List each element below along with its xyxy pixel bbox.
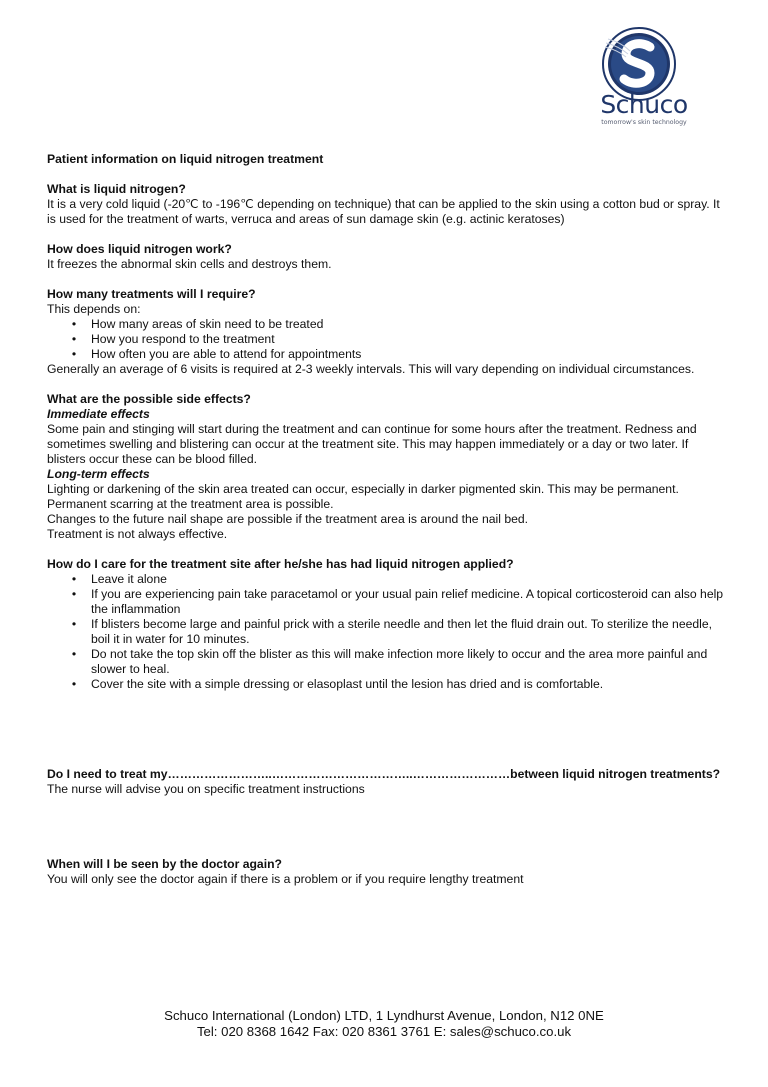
longterm-line: Lighting or darkening of the skin area treated can occur, especially in darker pigmented skin. This may be permanent. bbox=[47, 482, 679, 496]
bullet-icon: • bbox=[71, 647, 77, 661]
list-item: • If blisters become large and painful prick with a sterile needle and then let the fluid drain out. To sterilize the needle, boil it in water for 10 minutes. bbox=[47, 617, 727, 647]
bullet-icon: • bbox=[71, 587, 77, 601]
care-list bbox=[47, 572, 727, 692]
heading-doctor: When will I be seen by the doctor again? bbox=[47, 857, 282, 871]
list-item: • Leave it alone bbox=[47, 572, 727, 587]
list-item: • How many areas of skin need to be treated bbox=[47, 317, 727, 332]
bullet-icon: • bbox=[71, 572, 77, 586]
list-item: • How you respond to the treatment bbox=[47, 332, 727, 347]
longterm-line: Treatment is not always effective. bbox=[47, 527, 228, 541]
heading-how-work: How does liquid nitrogen work? bbox=[47, 242, 232, 256]
list-item: • Do not take the top skin off the blister as this will make infection more likely to occur and the area more painful and slower to heal. bbox=[47, 647, 727, 677]
bullet-icon: • bbox=[71, 317, 77, 331]
document-body bbox=[47, 152, 727, 887]
list-item: • How often you are able to attend for appointments bbox=[47, 347, 727, 362]
footer-contact: Tel: 020 8368 1642 Fax: 020 8361 3761 E: sales@schuco.co.uk bbox=[196, 1024, 572, 1039]
paragraph-immediate-effects: Some pain and stinging will start during the treatment and can continue for some hours after the treatment. Redness and sometimes swelling and blistering can occur at the treatment site. This may happen immediately or a day or two later. If blisters occur these can be blood filled. bbox=[47, 422, 697, 466]
longterm-line: Permanent scarring at the treatment area is possible. bbox=[47, 497, 334, 511]
list-item: • If you are experiencing pain take paracetamol or your usual pain relief medicine. A topical corticosteroid can also help the inflammation bbox=[47, 587, 727, 617]
treatments-list bbox=[47, 317, 727, 362]
subheading-longterm-effects: Long-term effects bbox=[47, 467, 150, 481]
logo-wordmark: Schuco bbox=[600, 90, 688, 119]
paragraph-between-treatments: The nurse will advise you on specific treatment instructions bbox=[47, 782, 365, 796]
heading-treatments: How many treatments will I require? bbox=[47, 287, 256, 301]
subheading-immediate-effects: Immediate effects bbox=[47, 407, 150, 421]
bullet-icon: • bbox=[71, 347, 77, 361]
heading-between-treatments: Do I need to treat my……………………..……………………………..……………………between liquid nitrogen treatments? bbox=[47, 767, 721, 781]
footer bbox=[0, 1008, 768, 1040]
heading-care: How do I care for the treatment site after he/she has had liquid nitrogen applied? bbox=[47, 557, 514, 571]
schuco-logo bbox=[594, 27, 694, 131]
bullet-icon: • bbox=[71, 332, 77, 346]
paragraph-what-is: It is a very cold liquid (-20℃ to -196℃ depending on technique) that can be applied to the skin using a cotton bud or spray. It is used for the treatment of warts, verruca and areas of sun damage skin (e.g. actinic keratoses) bbox=[47, 197, 720, 226]
paragraph-doctor: You will only see the doctor again if there is a problem or if you require lengthy treatment bbox=[47, 872, 524, 886]
list-item: • Cover the site with a simple dressing or elasoplast until the lesion has dried and is comfortable. bbox=[47, 677, 727, 692]
footer-address: Schuco International (London) LTD, 1 Lyndhurst Avenue, London, N12 0NE bbox=[164, 1008, 604, 1023]
bullet-icon: • bbox=[71, 617, 77, 631]
bullet-icon: • bbox=[71, 677, 77, 691]
treatments-outro: Generally an average of 6 visits is required at 2-3 weekly intervals. This will vary depending on individual circumstances. bbox=[47, 362, 695, 376]
longterm-line: Changes to the future nail shape are possible if the treatment area is around the nail bed. bbox=[47, 512, 529, 526]
heading-what-is: What is liquid nitrogen? bbox=[47, 182, 186, 196]
heading-side-effects: What are the possible side effects? bbox=[47, 392, 251, 406]
logo-tagline: tomorrow's skin technology bbox=[601, 119, 687, 126]
paragraph-how-work: It freezes the abnormal skin cells and destroys them. bbox=[47, 257, 332, 271]
treatments-intro: This depends on: bbox=[47, 302, 141, 316]
document-title: Patient information on liquid nitrogen treatment bbox=[47, 152, 324, 166]
